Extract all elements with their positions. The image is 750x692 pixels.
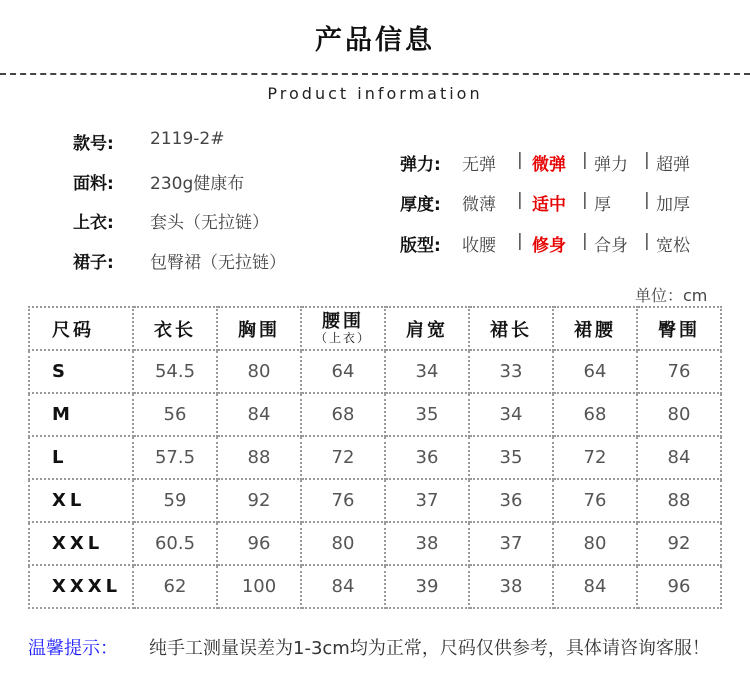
table-cell: 37 <box>385 479 469 522</box>
attr-separator: | <box>582 190 588 210</box>
table-cell: 88 <box>217 436 301 479</box>
attr-option-selected: 修身 <box>532 236 566 256</box>
info-value-style-number: 2119-2# <box>150 129 225 149</box>
size-cell: S <box>29 350 133 393</box>
table-cell: 35 <box>385 393 469 436</box>
table-cell: 37 <box>469 522 553 565</box>
table-cell: 54.5 <box>133 350 217 393</box>
col-header-waist-label: 腰围 <box>322 311 364 332</box>
size-cell: XXXL <box>29 565 133 608</box>
table-cell: 84 <box>553 565 637 608</box>
page-title: 产品信息 <box>315 25 435 56</box>
attr-separator: | <box>644 150 650 170</box>
col-header-length: 衣长 <box>133 307 217 350</box>
attr-separator: | <box>517 231 523 251</box>
table-cell: 34 <box>385 350 469 393</box>
table-header-row <box>29 307 721 350</box>
table-cell: 64 <box>553 350 637 393</box>
table-row <box>29 479 721 522</box>
table-cell: 76 <box>553 479 637 522</box>
info-key-style-number: 款号: <box>73 134 114 154</box>
info-key-fabric: 面料: <box>73 174 114 194</box>
info-value-top: 套头（无拉链） <box>150 213 269 233</box>
col-header-size: 尺码 <box>29 307 133 350</box>
table-cell: 36 <box>385 436 469 479</box>
attr-separator: | <box>582 150 588 170</box>
table-cell: 64 <box>301 350 385 393</box>
table-cell: 68 <box>301 393 385 436</box>
table-cell: 80 <box>637 393 721 436</box>
table-cell: 92 <box>637 522 721 565</box>
size-cell: L <box>29 436 133 479</box>
attr-option-selected: 微弹 <box>532 155 566 175</box>
table-cell: 76 <box>637 350 721 393</box>
attr-option: 加厚 <box>656 195 690 215</box>
table-cell: 80 <box>301 522 385 565</box>
table-cell: 34 <box>469 393 553 436</box>
attr-key: 弹力: <box>400 155 441 175</box>
attr-separator: | <box>644 190 650 210</box>
size-chart-table <box>28 306 722 609</box>
dashed-divider <box>0 73 750 75</box>
col-header-bust: 胸围 <box>217 307 301 350</box>
table-cell: 80 <box>553 522 637 565</box>
table-row <box>29 350 721 393</box>
attr-separator: | <box>517 190 523 210</box>
table-row <box>29 522 721 565</box>
col-header-skirt-length: 裙长 <box>469 307 553 350</box>
attr-option: 合身 <box>594 236 628 256</box>
table-cell: 36 <box>469 479 553 522</box>
attr-option: 宽松 <box>656 236 690 256</box>
table-cell: 80 <box>217 350 301 393</box>
attr-option: 厚 <box>594 195 611 215</box>
page-subtitle: Product information <box>267 84 483 103</box>
table-cell: 60.5 <box>133 522 217 565</box>
attr-option: 无弹 <box>462 155 496 175</box>
info-key-skirt: 裙子: <box>73 253 114 273</box>
attr-key: 版型: <box>400 236 441 256</box>
table-cell: 35 <box>469 436 553 479</box>
attr-option: 收腰 <box>462 236 496 256</box>
info-key-top: 上衣: <box>73 213 114 233</box>
table-cell: 72 <box>553 436 637 479</box>
table-cell: 59 <box>133 479 217 522</box>
table-cell: 62 <box>133 565 217 608</box>
table-cell: 100 <box>217 565 301 608</box>
col-header-waist-sub: （上衣） <box>314 331 371 345</box>
info-value-fabric: 230g健康布 <box>150 174 245 194</box>
table-cell: 84 <box>217 393 301 436</box>
table-row <box>29 436 721 479</box>
notice-text: 纯手工测量误差为1-3cm均为正常，尺码仅供参考，具体请咨询客服！ <box>149 638 710 659</box>
col-header-skirt-waist: 裙腰 <box>553 307 637 350</box>
table-cell: 72 <box>301 436 385 479</box>
table-cell: 96 <box>217 522 301 565</box>
info-value-skirt: 包臀裙（无拉链） <box>150 253 286 273</box>
attr-option-selected: 适中 <box>532 195 566 215</box>
col-header-shoulder: 肩宽 <box>385 307 469 350</box>
table-row <box>29 565 721 608</box>
table-cell: 96 <box>637 565 721 608</box>
attr-option: 超弹 <box>656 155 690 175</box>
table-cell: 56 <box>133 393 217 436</box>
col-header-hip: 臀围 <box>637 307 721 350</box>
table-cell: 38 <box>469 565 553 608</box>
table-cell: 88 <box>637 479 721 522</box>
attr-option: 微薄 <box>462 195 496 215</box>
attr-separator: | <box>644 231 650 251</box>
table-cell: 57.5 <box>133 436 217 479</box>
size-cell: XL <box>29 479 133 522</box>
table-cell: 33 <box>469 350 553 393</box>
table-cell: 38 <box>385 522 469 565</box>
col-header-waist-top <box>301 307 385 350</box>
attr-separator: | <box>582 231 588 251</box>
size-cell: M <box>29 393 133 436</box>
attr-key: 厚度: <box>400 195 441 215</box>
attr-option: 弹力 <box>594 155 628 175</box>
table-cell: 68 <box>553 393 637 436</box>
table-cell: 84 <box>637 436 721 479</box>
attr-separator: | <box>517 150 523 170</box>
table-row <box>29 393 721 436</box>
unit-label: 单位：cm <box>635 286 708 305</box>
table-cell: 84 <box>301 565 385 608</box>
notice-label: 温馨提示： <box>28 638 118 659</box>
table-cell: 76 <box>301 479 385 522</box>
table-cell: 39 <box>385 565 469 608</box>
size-cell: XXL <box>29 522 133 565</box>
table-cell: 92 <box>217 479 301 522</box>
